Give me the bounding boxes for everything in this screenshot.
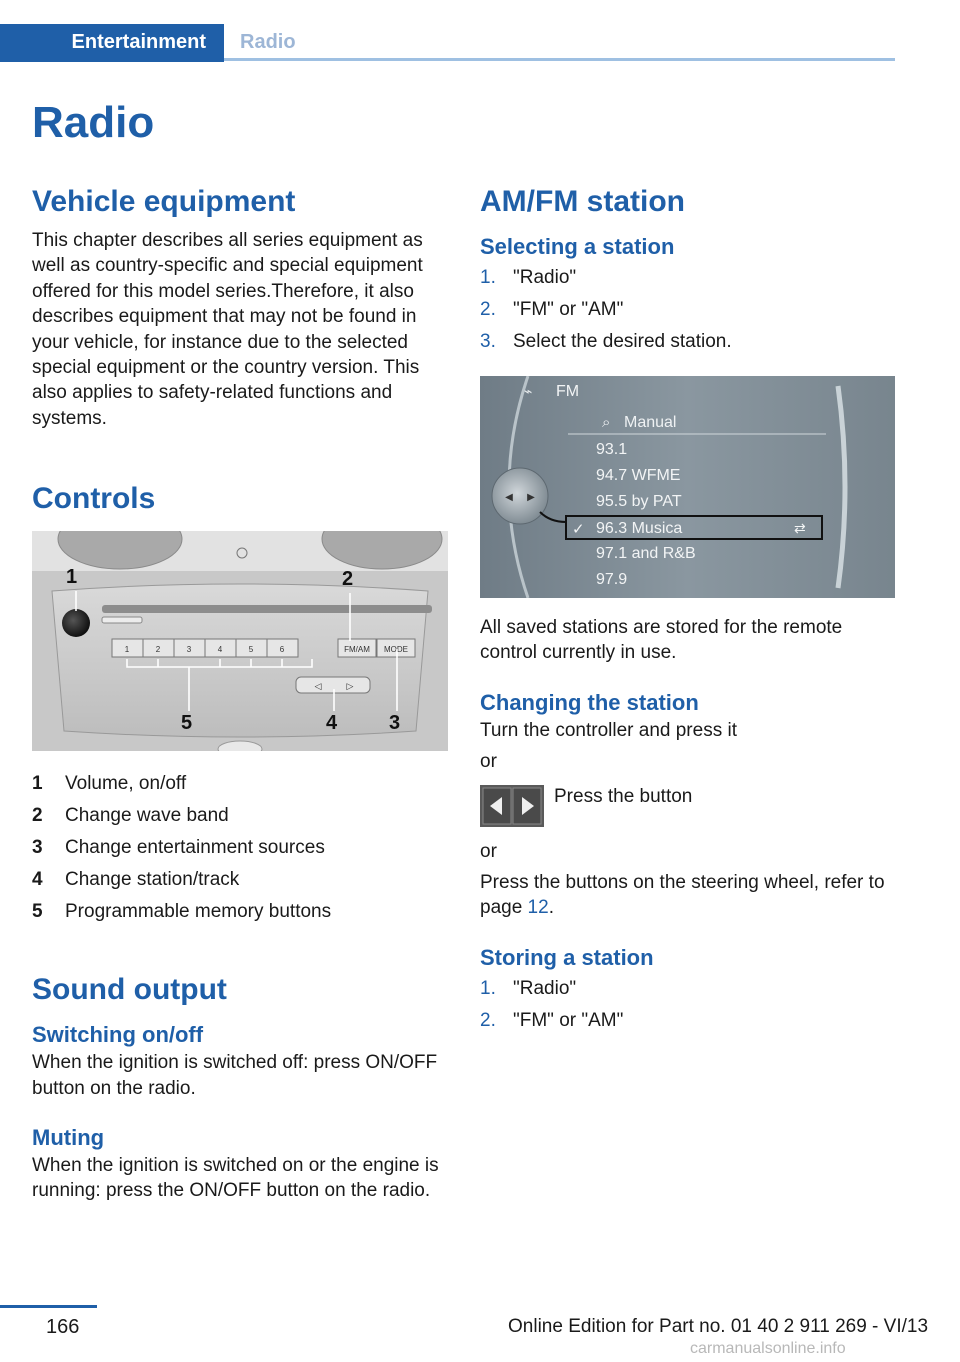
station-item: 95.5 by PAT bbox=[596, 493, 682, 510]
step-text: "Radio" bbox=[513, 977, 577, 999]
legend-text: Change entertainment sources bbox=[65, 837, 325, 859]
fm-station-screen bbox=[480, 376, 895, 598]
memory-button-label: 4 bbox=[217, 645, 223, 655]
step-text: "FM" or "AM" bbox=[513, 1009, 624, 1031]
station-item: 97.9 bbox=[596, 571, 628, 588]
heading-changing: Changing the station bbox=[480, 689, 699, 715]
page-number: 166 bbox=[46, 1316, 80, 1338]
legend-text: Programmable memory buttons bbox=[65, 901, 332, 923]
check-icon: ✓ bbox=[572, 521, 585, 538]
legend-item bbox=[32, 800, 448, 832]
station-item-selected: 96.3 Musica bbox=[596, 520, 683, 537]
heading-amfm: AM/FM station bbox=[480, 185, 685, 218]
seek-buttons-icon bbox=[480, 785, 544, 827]
steering-wheel-text-body: Press the buttons on the steering wheel, refer to page bbox=[480, 872, 885, 919]
station-item: 97.1 and R&B bbox=[596, 545, 696, 562]
controller-right-icon: ▶ bbox=[527, 492, 535, 503]
tab-entertainment[interactable] bbox=[0, 24, 224, 62]
heading-sound-output: Sound output bbox=[32, 973, 227, 1007]
heading-muting: Muting bbox=[32, 1125, 105, 1151]
muting-body: When the ignition is switched on or the engine is running: press the ON/OFF button on the radio. bbox=[32, 1155, 439, 1202]
selecting-steps bbox=[480, 262, 896, 358]
chapter-header bbox=[0, 24, 895, 62]
screen-search-label: Manual bbox=[624, 414, 677, 431]
screen-band-label: FM bbox=[556, 383, 580, 400]
memory-button-label: 6 bbox=[279, 645, 285, 655]
callout-1: 1 bbox=[66, 566, 78, 589]
station-item: 94.7 WFME bbox=[596, 467, 681, 484]
callout-4: 4 bbox=[326, 712, 338, 735]
changing-or-2: or bbox=[480, 840, 497, 862]
page-ref-link[interactable]: 12 bbox=[527, 897, 549, 919]
memory-button-label: 2 bbox=[155, 645, 161, 655]
step-number: 3. bbox=[480, 331, 496, 352]
callout-5: 5 bbox=[181, 712, 193, 735]
station-item: 93.1 bbox=[596, 441, 628, 458]
seek-button-row bbox=[480, 785, 896, 839]
legend-item bbox=[32, 832, 448, 864]
tab-radio[interactable]: Radio bbox=[240, 31, 296, 53]
mode-button-label: MODE bbox=[384, 645, 408, 655]
seek-button bbox=[296, 677, 370, 693]
search-icon: ⌕ bbox=[602, 414, 611, 431]
switching-body: When the ignition is switched off: press ON/OFF button on the radio. bbox=[32, 1052, 438, 1099]
step-text: "Radio" bbox=[513, 267, 577, 288]
legend-item bbox=[32, 768, 448, 800]
legend-key: 4 bbox=[32, 869, 43, 891]
legend-item bbox=[32, 864, 448, 896]
step-item bbox=[480, 262, 896, 294]
callout-3: 3 bbox=[389, 712, 401, 735]
memory-buttons bbox=[112, 639, 298, 657]
heading-vehicle-equipment: Vehicle equipment bbox=[32, 185, 296, 218]
memory-button-label: 5 bbox=[248, 645, 254, 655]
legend-key: 5 bbox=[32, 901, 43, 923]
heading-switching: Switching on/off bbox=[32, 1022, 204, 1048]
steering-wheel-text bbox=[480, 870, 896, 921]
radio-controls-figure bbox=[32, 531, 448, 751]
signal-icon: ⌁ bbox=[524, 383, 533, 399]
right-column bbox=[480, 180, 896, 1037]
storing-steps bbox=[480, 973, 896, 1037]
legend-key: 1 bbox=[32, 773, 43, 795]
callout-2: 2 bbox=[342, 568, 354, 591]
fmam-button-label: FM/AM bbox=[344, 645, 370, 655]
changing-line1: Turn the controller and press it bbox=[480, 719, 737, 741]
vehicle-equipment-body: This chapter describes all series equipment as well as country-specific and special equipment offered for this model series.Therefore, it also describes equipment that may not be found in your vehicle, for instance due to the selected special equipment or the country version. This also applies to safety-related functions and systems. bbox=[32, 230, 423, 429]
tab-entertainment-label: Entertainment bbox=[71, 31, 206, 53]
heading-selecting: Selecting a station bbox=[480, 234, 675, 259]
seek-forward-icon: ▷ bbox=[346, 681, 354, 692]
controller-left-icon: ◀ bbox=[505, 492, 513, 503]
controls-legend bbox=[32, 768, 448, 928]
memory-button-label: 1 bbox=[124, 645, 130, 655]
legend-key: 2 bbox=[32, 805, 43, 827]
steering-wheel-text-period: . bbox=[548, 897, 554, 919]
legend-text: Volume, on/off bbox=[65, 773, 187, 795]
footer-rule bbox=[0, 1305, 97, 1308]
step-item bbox=[480, 1005, 896, 1037]
heading-storing: Storing a station bbox=[480, 944, 654, 970]
changing-or-1: or bbox=[480, 751, 497, 773]
watermark: carmanualsonline.info bbox=[690, 1340, 846, 1357]
step-number: 1. bbox=[480, 267, 496, 288]
step-item bbox=[480, 973, 896, 1005]
edition-text: Online Edition for Part no. 01 40 2 911 269 - VI/13 bbox=[508, 1316, 929, 1337]
step-text: Select the desired station. bbox=[513, 331, 732, 352]
legend-item bbox=[32, 896, 448, 928]
step-text: "FM" or "AM" bbox=[513, 299, 624, 320]
page-title: Radio bbox=[32, 98, 155, 147]
step-number: 2. bbox=[480, 1009, 496, 1031]
memory-button-label: 3 bbox=[186, 645, 192, 655]
step-item bbox=[480, 294, 896, 326]
legend-text: Change station/track bbox=[65, 869, 240, 891]
step-item bbox=[480, 326, 896, 358]
legend-key: 3 bbox=[32, 837, 43, 859]
legend-text: Change wave band bbox=[65, 805, 229, 827]
press-button-text: Press the button bbox=[554, 785, 693, 807]
step-number: 1. bbox=[480, 977, 496, 999]
step-number: 2. bbox=[480, 299, 496, 320]
header-rule bbox=[224, 58, 895, 61]
saved-stations-note: All saved stations are stored for the remote control currently in use. bbox=[480, 617, 843, 664]
heading-controls: Controls bbox=[32, 482, 156, 516]
seek-back-icon: ◁ bbox=[314, 681, 322, 692]
save-preset-icon: ⇄ bbox=[794, 520, 806, 536]
left-column bbox=[32, 180, 448, 1204]
